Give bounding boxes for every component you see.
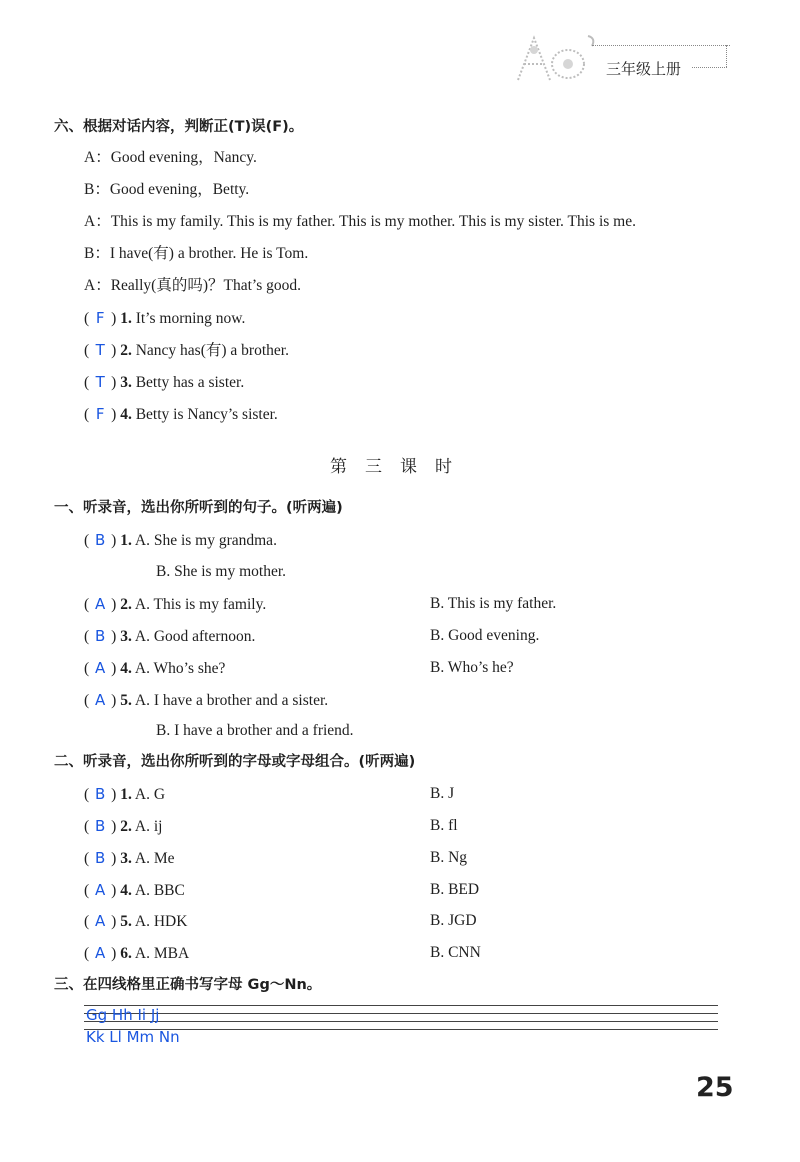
option-b: B. fl [430, 817, 458, 834]
option-a: A. I have a brother and a sister. [134, 692, 329, 709]
tf-item: ( T ) 3. Betty has a sister. [84, 373, 245, 391]
choice-item: ( A ) 4. A. BBC [84, 881, 185, 899]
answer-mark: A [95, 944, 106, 962]
dialogue-line: A：Good evening，Nancy. [84, 149, 257, 166]
answer-mark: B [95, 849, 106, 867]
choice-item: ( A ) 5. A. I have a brother and a sister. [84, 691, 329, 709]
answer-mark: F [95, 405, 105, 423]
part2-heading: 二、听录音，选出你所听到的字母或字母组合。(听两遍) [54, 754, 416, 770]
option-b: B. Ng [430, 849, 468, 866]
item-number: 5. [120, 692, 132, 709]
logo-icon [510, 30, 600, 85]
four-line-grid-rule [84, 1021, 718, 1022]
item-number: 6. [120, 945, 132, 962]
header-rule [592, 45, 730, 46]
choice-item: ( B ) 2. A. ij [84, 817, 163, 835]
tf-item: ( T ) 2. Nancy has(有) a brother. [84, 341, 289, 359]
section6-heading: 六、根据对话内容，判断正(T)误(F)。 [54, 119, 304, 135]
option-b: B. BED [430, 881, 480, 898]
handwriting-line: Gg Hh Ii Jj [86, 1006, 160, 1024]
item-number: 1. [120, 786, 132, 803]
book-title: 三年级上册 [606, 60, 682, 78]
answer-mark: T [95, 373, 105, 391]
tf-item: ( F ) 4. Betty is Nancy’s sister. [84, 405, 278, 423]
answer-mark: A [95, 595, 106, 613]
choice-item: ( B ) 1. A. She is my grandma. [84, 531, 277, 549]
answer-mark: T [95, 341, 105, 359]
item-number: 1. [120, 310, 132, 327]
item-text: Betty is Nancy’s sister. [135, 406, 278, 423]
choice-item: ( A ) 2. A. This is my family. [84, 595, 267, 613]
option-b: B. CNN [430, 944, 481, 961]
option-b: B. She is my mother. [156, 563, 287, 580]
item-number: 3. [120, 628, 132, 645]
item-number: 2. [120, 596, 132, 613]
part1-heading: 一、听录音，选出你所听到的句子。(听两遍) [54, 500, 343, 516]
answer-mark: B [95, 785, 106, 803]
option-b: B. Who’s he? [430, 659, 514, 676]
header-rule [726, 45, 727, 67]
answer-mark: A [95, 912, 106, 930]
choice-item: ( B ) 3. A. Me [84, 849, 175, 867]
option-a: A. She is my grandma. [134, 532, 277, 549]
answer-mark: A [95, 691, 106, 709]
four-line-grid-rule [84, 1013, 718, 1014]
answer-mark: A [95, 881, 106, 899]
handwriting-line: Kk Ll Mm Nn [86, 1028, 180, 1046]
option-a: A. BBC [134, 882, 185, 899]
item-number: 5. [120, 913, 132, 930]
item-text: Betty has a sister. [135, 374, 245, 391]
answer-mark: B [95, 817, 106, 835]
answer-mark: A [95, 659, 106, 677]
option-b: B. Good evening. [430, 627, 540, 644]
part3-heading: 三、在四线格里正确书写字母 Gg～Nn。 [54, 977, 322, 993]
item-number: 3. [120, 850, 132, 867]
item-number: 2. [120, 818, 132, 835]
choice-item: ( B ) 3. A. Good afternoon. [84, 627, 256, 645]
item-text: It’s morning now. [135, 310, 246, 327]
answer-mark: B [95, 627, 106, 645]
dialogue-line: B：Good evening，Betty. [84, 181, 250, 198]
answer-mark: F [95, 309, 105, 327]
option-a: A. G [134, 786, 166, 803]
option-a: A. HDK [134, 913, 188, 930]
four-line-grid-rule [84, 1005, 718, 1006]
option-a: A. MBA [134, 945, 190, 962]
lesson-title: 第三课时 [330, 457, 470, 477]
answer-mark: B [95, 531, 106, 549]
option-a: A. Good afternoon. [134, 628, 256, 645]
item-number: 4. [120, 882, 132, 899]
option-b: B. I have a brother and a friend. [156, 722, 354, 739]
option-a: A. Me [134, 850, 175, 867]
choice-item: ( A ) 6. A. MBA [84, 944, 190, 962]
page-number: 25 [696, 1072, 734, 1103]
dialogue-line: B：I have(有) a brother. He is Tom. [84, 245, 309, 262]
item-number: 2. [120, 342, 132, 359]
item-number: 3. [120, 374, 132, 391]
dialogue-line: A：Really(真的吗)？That’s good. [84, 277, 301, 294]
option-a: A. Who’s she? [134, 660, 226, 677]
option-b: B. JGD [430, 912, 477, 929]
item-text: Nancy has(有) a brother. [135, 342, 289, 359]
item-number: 1. [120, 532, 132, 549]
item-number: 4. [120, 406, 132, 423]
choice-item: ( B ) 1. A. G [84, 785, 166, 803]
option-b: B. J [430, 785, 455, 802]
option-a: A. This is my family. [134, 596, 267, 613]
option-b: B. This is my father. [430, 595, 557, 612]
item-number: 4. [120, 660, 132, 677]
dialogue-line: A：This is my family. This is my father. This is my mother. This is my sister. This is me. [84, 213, 636, 230]
choice-item: ( A ) 5. A. HDK [84, 912, 188, 930]
option-a: A. ij [134, 818, 163, 835]
choice-item: ( A ) 4. A. Who’s she? [84, 659, 226, 677]
tf-item: ( F ) 1. It’s morning now. [84, 309, 246, 327]
header-dots [692, 67, 727, 68]
